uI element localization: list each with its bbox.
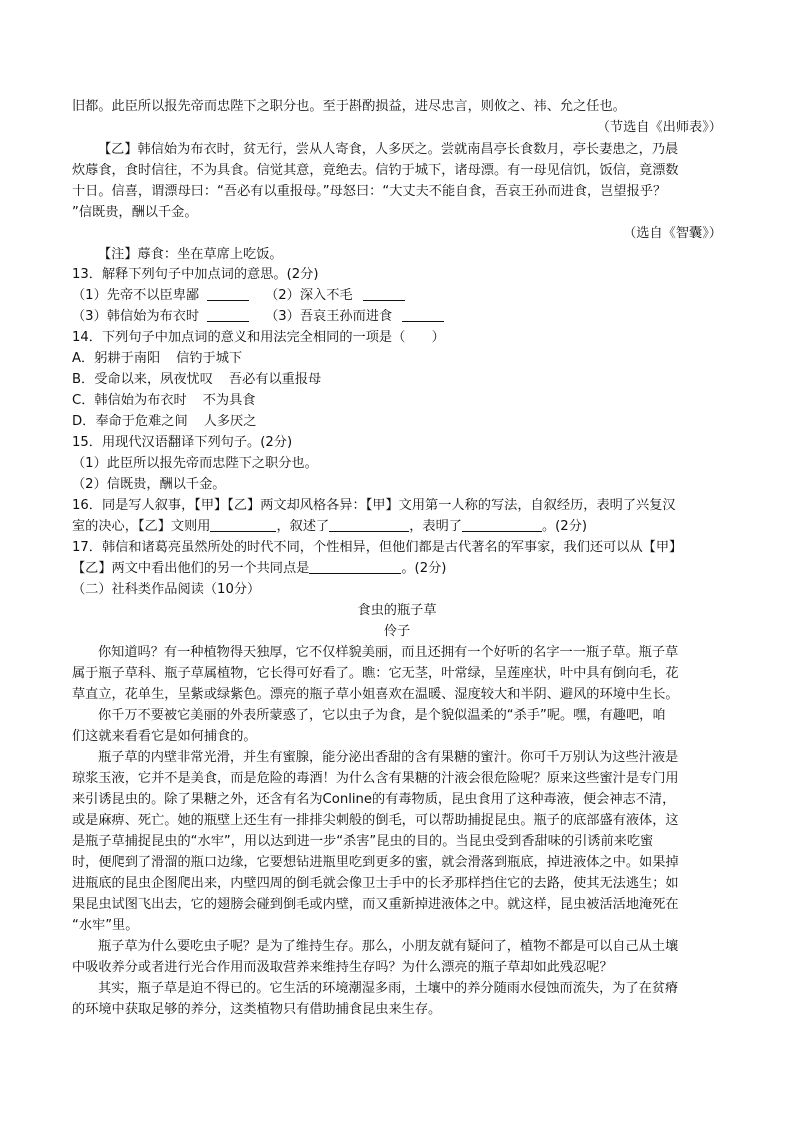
article-line: 其实，瓶子草是迫不得已的。它生活的环境潮湿多雨，土壤中的养分随雨水侵蚀而流失，为了在贫瘠 [98, 981, 679, 996]
q14-option-c[interactable] [72, 390, 255, 411]
q16-line-2 [72, 516, 587, 537]
article-line: 瓶子草为什么要吃虫子呢？是为了维持生存。那么，小朋友就有疑问了，植物不都是可以自己从土壤 [98, 939, 679, 954]
option-label: C．韩信始为布衣时 [72, 393, 187, 408]
article-line: 是瓶子草捕捉昆虫的“水牢”，用以达到进一步“杀害”昆虫的目的。当昆虫受到香甜味的引诱前来吃蜜 [72, 834, 654, 849]
article-line: 琼浆玉液，它并不是美食，而是危险的毒酒！为什么含有果糖的汁液会很危险呢？原来这些蜜汁是专门用 [72, 771, 679, 786]
q15-item: （1）此臣所以报先帝而忠陛下之职分也。 [72, 456, 318, 471]
q13-stem: 13．解释下列句子中加点词的意思。(2分) [72, 267, 319, 282]
q14-option-d[interactable] [72, 411, 256, 432]
article-line: 时，便爬到了滑溜的瓶口边缘，它要想钻进瓶里吃到更多的蜜，就会滑落到瓶底，掉进液体之中。如果掉 [72, 855, 679, 870]
passage-a-source: （节选自《出师表》） [596, 120, 722, 135]
option-pair: 不为具食 [202, 393, 256, 408]
article-line: 的环境中获取足够的养分，这类植物只有借助捕食昆虫来生存。 [72, 1002, 442, 1017]
q17-text: 【乙】两文中看出他们的另一个共同点是 [72, 561, 310, 576]
q15-item: （2）信既贵，酬以千金。 [72, 477, 226, 492]
option-label: B．受命以来，夙夜忧叹 [72, 372, 213, 387]
article-line: 草直立，花单生，呈紫或绿紫色。漂亮的瓶子草小姐喜欢在温暖、湿度较大和半阴、避风的环境中生长。 [72, 687, 679, 702]
q17-text: 。(2分) [401, 561, 447, 576]
option-label: A．躬耕于南阳 [72, 351, 161, 366]
q16-text: 室的决心，【乙】文则用 [72, 519, 211, 534]
article-line: 瓶子草的内壁非常光滑，并生有蜜腺，能分泌出香甜的含有果糖的蜜汁。你可千万别认为这些汁液是 [98, 750, 679, 765]
option-pair: 信钓于城下 [176, 351, 243, 366]
q16-text: ，表明了 [409, 519, 462, 534]
q16-line: 16．同是写人叙事，【甲】【乙】两文却风格各异：【甲】文用第一人称的写法，自叙经历，表明了兴复汉 [72, 498, 676, 513]
passage-b-line: 炊蓐食，食时信往，不为具食。信觉其意，竟绝去。信钓于城下，诸母漂。有一母见信饥，饭信，竟漂数 [72, 163, 679, 178]
answer-blank[interactable] [207, 287, 249, 301]
article-line: 你知道吗？有一种植物得天独厚，它不仅样貌美丽，而且还拥有一个好听的名字一一瓶子草。瓶子草 [98, 645, 679, 660]
answer-blank[interactable] [309, 560, 401, 574]
q13-row-1 [72, 285, 405, 306]
article-author: 伶子 [383, 624, 411, 639]
q13-item: （2）深入不毛 [265, 288, 353, 303]
passage-b-line: 十日。信喜，谓漂母曰：“吾必有以重报母。”母怒曰：“大丈夫不能自食，吾哀王孙而进食，岂望报乎？ [72, 184, 667, 199]
answer-blank[interactable] [363, 287, 405, 301]
section-heading: （二）社科类作品阅读（10分） [72, 582, 261, 597]
answer-blank[interactable] [402, 308, 444, 322]
article-line: 们这就来看看它是如何捕食的。 [72, 729, 257, 744]
q14-option-b[interactable] [72, 369, 321, 390]
answer-blank[interactable] [329, 518, 409, 532]
passage-b-line: 【乙】韩信始为布衣时，贫无行，尝从人寄食，人多厌之。尝就南昌亭长食数月，亭长妻患之，乃晨 [98, 142, 679, 157]
q14-option-a[interactable] [72, 348, 242, 369]
article-line: 来引诱昆虫的。除了果糖之外，还含有名为Conline的有毒物质，昆虫食用了这种毒液，便会神志不清， [72, 792, 676, 807]
q16-text: ，叙述了 [276, 519, 330, 534]
passage-a-line: 旧都。此臣所以报先帝而忠陛下之职分也。至于斟酌损益，进尽忠言，则攸之、祎、允之任也。 [72, 99, 626, 114]
q13-item: （3）韩信始为布衣时 [72, 309, 200, 324]
option-pair: 吾必有以重报母 [228, 372, 322, 387]
option-pair: 人多厌之 [203, 414, 257, 429]
passage-b-line: ”信既贵，酬以千金。 [72, 205, 198, 220]
q13-row-2 [72, 306, 444, 327]
answer-blank[interactable] [462, 518, 542, 532]
passage-b-source: （选自《智囊》） [623, 226, 722, 241]
q15-stem: 15．用现代汉语翻译下列句子。(2分) [72, 435, 293, 450]
article-line: 果昆虫试图飞出去，它的翅膀会碰到倒毛或内壁，而又重新掉进液体之中。就这样，昆虫被活活地淹死在 [72, 897, 679, 912]
q17-line: 17．韩信和诸葛亮虽然所处的时代不同，个性相异，但他们都是古代著名的军事家，我们还可以从【甲】 [72, 540, 683, 555]
q13-item: （3）吾哀王孙而进食 [265, 309, 393, 324]
article-line: 进瓶底的昆虫企图爬出来，内壁四周的倒毛就会像卫士手中的长矛那样挡住它的去路，使其无法逃生；如 [72, 876, 679, 891]
q14-stem: 14．下列句子中加点词的意义和用法完全相同的一项是（ ） [72, 330, 445, 345]
q17-line-2 [72, 558, 446, 579]
q16-text: 。(2分) [541, 519, 588, 534]
article-line: 或是麻痹、死亡。她的瓶壁上还生有一排排尖刺般的倒毛，可以帮助捕捉昆虫。瓶子的底部盛有液体，这 [72, 813, 679, 828]
passage-b-note: 【注】蓐食：坐在草席上吃饭。 [98, 247, 283, 262]
answer-blank[interactable] [207, 308, 249, 322]
article-line: 中吸收养分或者进行光合作用而汲取营养来维持生存吗？为什么漂亮的瓶子草却如此残忍呢？ [72, 960, 613, 975]
answer-blank[interactable] [210, 518, 276, 532]
article-line: “水牢”里。 [72, 918, 139, 933]
article-line: 属于瓶子草科、瓶子草属植物，它长得可好看了。瞧：它无茎，叶常绿，呈莲座状，叶中具有倒向毛，花 [72, 666, 679, 681]
q13-item: （1）先帝不以臣卑鄙 [72, 288, 200, 303]
article-line: 你千万不要被它美丽的外表所蒙惑了，它以虫子为食，是个貌似温柔的“杀手”呢。嘿，有趣吧，咱 [98, 708, 666, 723]
option-label: D．奉命于危难之间 [72, 414, 188, 429]
article-title: 食虫的瓶子草 [357, 603, 437, 618]
